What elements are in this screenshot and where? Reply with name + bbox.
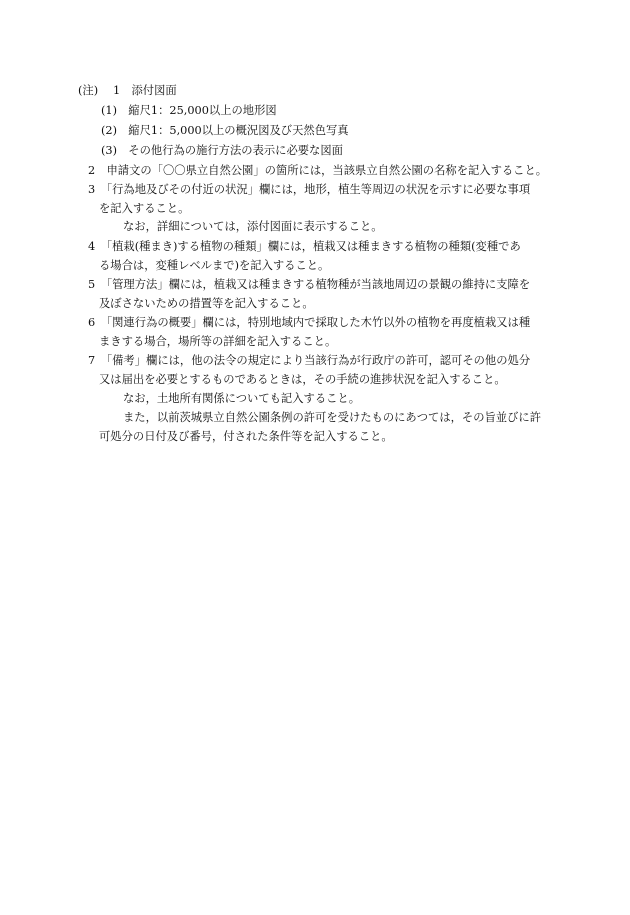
notes-header: (注) (78, 84, 99, 97)
note-line: 1 添付図面 (113, 84, 177, 97)
note-line: 2 申請文の「〇〇県立自然公園」の箇所には，当該県立自然公園の名称を記入すること。 (88, 164, 548, 177)
note-line: 及ぼさないための措置等を記入すること。 (99, 297, 314, 310)
note-line: なお，詳細については，添付図面に表示すること。 (123, 220, 383, 233)
note-line: を記入すること。 (99, 202, 190, 215)
note-line: (3) その他行為の施行方法の表示に必要な図面 (101, 144, 343, 157)
note-line: 又は届出を必要とするものであるときは，その手続の進捗状況を記入すること。 (99, 373, 506, 386)
note-line: 可処分の日付及び番号，付された条件等を記入すること。 (99, 430, 393, 443)
note-line: まきする場合，場所等の詳細を記入すること。 (99, 335, 337, 348)
note-line: 4 「植栽(種まき)する植物の種類」欄には，植栽又は種まきする植物の種類(変種であ (88, 240, 521, 253)
note-line: る場合は，変種レベルまで)を記入すること。 (99, 259, 330, 272)
note-line: 6 「関連行為の概要」欄には，特別地域内で採取した木竹以外の植物を再度植栽又は種 (88, 316, 531, 329)
note-line: 7 「備考」欄には，他の法令の規定により当該行為が行政庁の許可，認可その他の処分 (88, 354, 531, 367)
note-line: なお，土地所有関係についても記入すること。 (123, 392, 361, 405)
note-line: また，以前茨城県立自然公園条例の許可を受けたものにあつては，その旨並びに許 (123, 411, 541, 424)
note-line: 3 「行為地及びその付近の状況」欄には，地形，植生等周辺の状況を示すに必要な事項 (88, 183, 531, 196)
note-line: (1) 縮尺1：25,000以上の地形図 (101, 104, 277, 117)
note-line: (2) 縮尺1：5,000以上の概況図及び天然色写真 (101, 124, 349, 137)
note-line: 5 「管理方法」欄には，植栽又は種まきする植物種が当該地周辺の景観の維持に支障を (88, 278, 531, 291)
